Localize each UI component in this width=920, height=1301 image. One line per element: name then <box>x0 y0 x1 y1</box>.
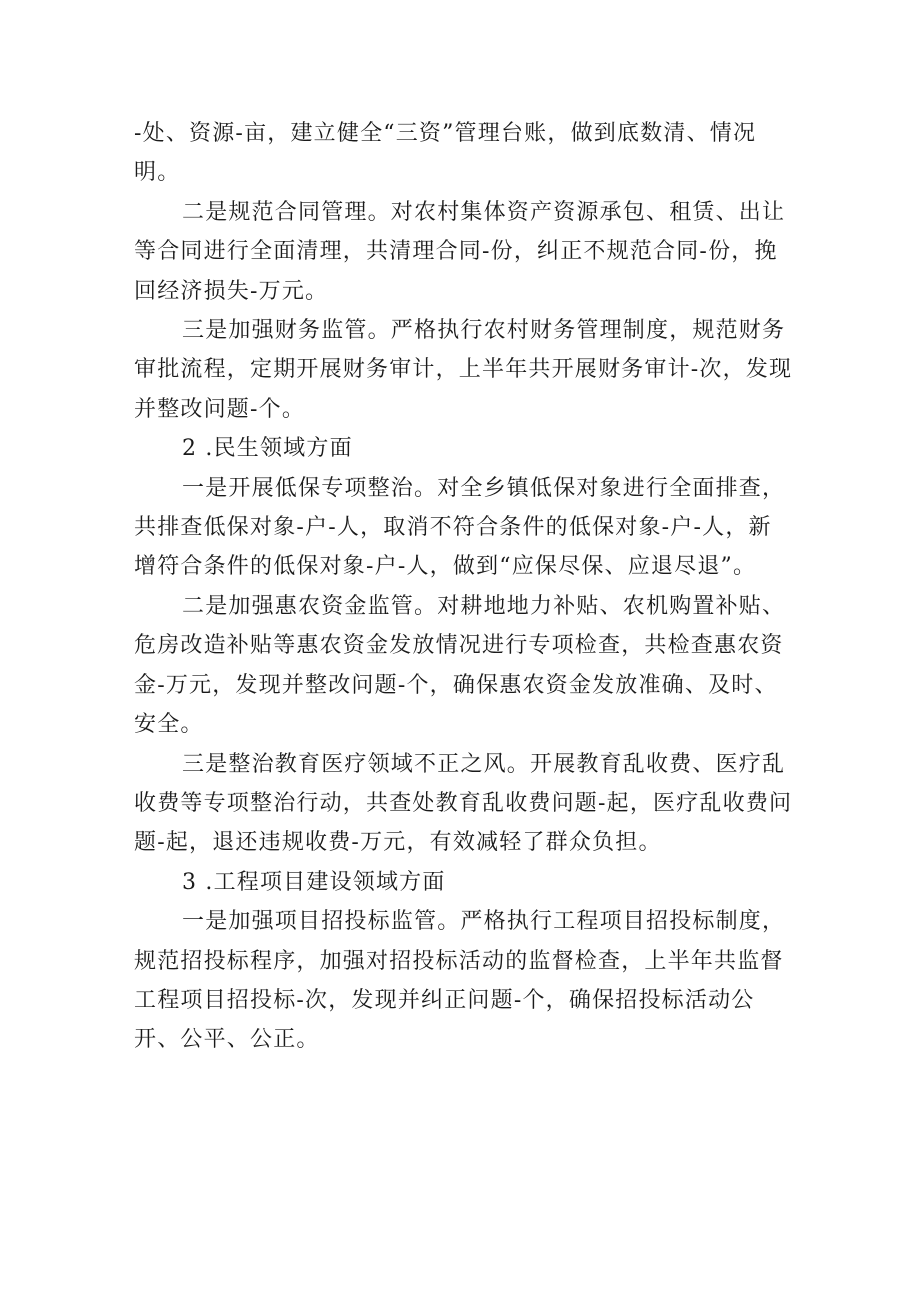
section-heading-livelihood: 2 .民生领域方面 <box>182 436 353 462</box>
paragraph-education-medical: 三是整治教育医疗领域不正之风。开展教育乱收费、医疗乱收费等专项整治行动，共查处教育乱收费问题-起，医疗乱收费问题-起，退还违规收费-万元，有效减轻了群众负担。 <box>134 751 793 856</box>
paragraph-financial-supervision: 三是加强财务监管。严格执行农村财务管理制度，规范财务审批流程，定期开展财务审计，上半年共开展财务审计-次，发现并整改问题-个。 <box>134 318 793 422</box>
paragraph-agricultural-funds: 二是加强惠农资金监管。对耕地地力补贴、农机购置补贴、危房改造补贴等惠农资金发放情况进行专项检查，共检查惠农资金-万元，发现并整改问题-个，确保惠农资金发放准确、及时、安全。 <box>134 593 786 738</box>
paragraph-contract-management: 二是规范合同管理。对农村集体资产资源承包、租赁、出让等合同进行全面清理，共清理合同-份，纠正不规范合同-份，挽回经济损失-万元。 <box>134 199 786 304</box>
paragraph-continuation: -处、资源-亩，建立健全“三资”管理台账，做到底数清、情况明。 <box>134 121 757 186</box>
paragraph-bidding-supervision: 一是加强项目招投标监管。严格执行工程项目招投标制度，规范招投标程序，加强对招投标活动的监督检查，上半年共监督工程项目招投标-次，发现并纠正问题-个，确保招投标活动公开、公平、公正。 <box>134 909 786 1053</box>
section-heading-engineering: 3 .工程项目建设领域方面 <box>182 869 446 895</box>
paragraph-low-income-rectification: 一是开展低保专项整治。对全乡镇低保对象进行全面排查，共排查低保对象-户-人，取消不符合条件的低保对象-户-人，新增符合条件的低保对象-户-人，做到“应保尽保、应退尽退”。 <box>134 475 786 580</box>
